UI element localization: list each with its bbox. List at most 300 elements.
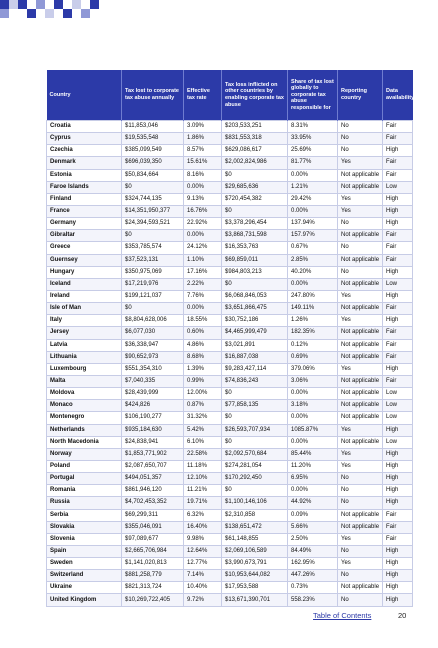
cell-availability: High xyxy=(383,424,413,436)
cell-country: France xyxy=(47,205,122,217)
cell-share: 0.00% xyxy=(288,388,338,400)
cell-share: 40.20% xyxy=(288,266,338,278)
cell-country: Estonia xyxy=(47,169,122,181)
cell-effective-rate: 19.71% xyxy=(184,497,222,509)
cell-share: 0.00% xyxy=(288,485,338,497)
cell-tax-inflicted: $0 xyxy=(222,388,288,400)
table-row xyxy=(47,497,413,509)
table-row xyxy=(47,594,413,606)
cell-share: 6.95% xyxy=(288,473,338,485)
cell-share: 379.06% xyxy=(288,363,338,375)
cell-availability: High xyxy=(383,218,413,230)
cell-reporting: Yes xyxy=(338,315,383,327)
cell-tax-inflicted: $9,283,427,114 xyxy=(222,363,288,375)
cell-effective-rate: 11.21% xyxy=(184,485,222,497)
cell-effective-rate: 18.55% xyxy=(184,315,222,327)
cell-effective-rate: 0.00% xyxy=(184,181,222,193)
cell-share: 5.66% xyxy=(288,521,338,533)
cell-country: Latvia xyxy=(47,339,122,351)
cell-tax-inflicted: $0 xyxy=(222,278,288,290)
cell-effective-rate: 4.86% xyxy=(184,339,222,351)
cell-tax-lost: $24,838,941 xyxy=(122,436,184,448)
cell-reporting: Not applicable xyxy=(338,521,383,533)
cell-availability: High xyxy=(383,290,413,302)
cell-availability: High xyxy=(383,448,413,460)
cell-reporting: Yes xyxy=(338,205,383,217)
cell-availability: Fair xyxy=(383,169,413,181)
cell-country: Spain xyxy=(47,545,122,557)
cell-tax-lost: $494,051,357 xyxy=(122,473,184,485)
cell-country: Malta xyxy=(47,375,122,387)
table-row xyxy=(47,121,413,133)
col-header-reporting-country: Reporting country xyxy=(338,70,383,121)
cell-share: 11.20% xyxy=(288,460,338,472)
cell-tax-lost: $28,439,999 xyxy=(122,388,184,400)
table-row xyxy=(47,509,413,521)
table-row xyxy=(47,266,413,278)
cell-tax-lost: $4,702,453,352 xyxy=(122,497,184,509)
table-row xyxy=(47,375,413,387)
cell-tax-inflicted: $1,100,146,106 xyxy=(222,497,288,509)
cell-country: Slovenia xyxy=(47,533,122,545)
cell-availability: Fair xyxy=(383,339,413,351)
cell-effective-rate: 15.61% xyxy=(184,157,222,169)
cell-tax-lost: $696,039,350 xyxy=(122,157,184,169)
cell-reporting: Not applicable xyxy=(338,388,383,400)
cell-share: 162.95% xyxy=(288,558,338,570)
cell-country: Greece xyxy=(47,242,122,254)
cell-tax-lost: $14,351,950,377 xyxy=(122,205,184,217)
cell-tax-inflicted: $720,454,382 xyxy=(222,193,288,205)
table-row xyxy=(47,242,413,254)
cell-reporting: Yes xyxy=(338,424,383,436)
cell-share: 0.12% xyxy=(288,339,338,351)
cell-tax-inflicted: $3,651,866,475 xyxy=(222,303,288,315)
cell-availability: Low xyxy=(383,181,413,193)
cell-availability: High xyxy=(383,582,413,594)
cell-country: Guernsey xyxy=(47,254,122,266)
cell-effective-rate: 0.00% xyxy=(184,303,222,315)
cell-country: Monaco xyxy=(47,400,122,412)
cell-country: Ukraine xyxy=(47,582,122,594)
cell-tax-lost: $90,652,973 xyxy=(122,351,184,363)
cell-tax-inflicted: $274,281,054 xyxy=(222,460,288,472)
cell-share: 247.80% xyxy=(288,290,338,302)
cell-tax-inflicted: $138,651,472 xyxy=(222,521,288,533)
cell-share: 81.77% xyxy=(288,157,338,169)
cell-availability: Fair xyxy=(383,242,413,254)
cell-availability: Low xyxy=(383,388,413,400)
cell-reporting: No xyxy=(338,133,383,145)
table-row xyxy=(47,169,413,181)
cell-reporting: Not applicable xyxy=(338,375,383,387)
cell-availability: Fair xyxy=(383,254,413,266)
table-row xyxy=(47,363,413,375)
cell-effective-rate: 8.68% xyxy=(184,351,222,363)
table-row xyxy=(47,205,413,217)
cell-country: Isle of Man xyxy=(47,303,122,315)
cell-tax-inflicted: $3,378,296,454 xyxy=(222,218,288,230)
cell-availability: Fair xyxy=(383,509,413,521)
cell-effective-rate: 7.14% xyxy=(184,570,222,582)
cell-tax-lost: $11,853,046 xyxy=(122,121,184,133)
cell-country: Croatia xyxy=(47,121,122,133)
cell-reporting: Yes xyxy=(338,448,383,460)
cell-availability: Fair xyxy=(383,327,413,339)
table-row xyxy=(47,558,413,570)
cell-share: 0.69% xyxy=(288,351,338,363)
cell-tax-lost: $106,190,277 xyxy=(122,412,184,424)
cell-availability: High xyxy=(383,145,413,157)
cell-country: Moldova xyxy=(47,388,122,400)
cell-country: Romania xyxy=(47,485,122,497)
tax-data-table xyxy=(46,70,413,607)
cell-tax-inflicted: $2,069,106,589 xyxy=(222,545,288,557)
cell-availability: High xyxy=(383,363,413,375)
cell-tax-lost: $935,184,630 xyxy=(122,424,184,436)
cell-share: 2.85% xyxy=(288,254,338,266)
cell-tax-inflicted: $17,953,588 xyxy=(222,582,288,594)
cell-country: Czechia xyxy=(47,145,122,157)
cell-effective-rate: 1.86% xyxy=(184,133,222,145)
cell-tax-inflicted: $0 xyxy=(222,485,288,497)
table-row xyxy=(47,327,413,339)
cell-availability: High xyxy=(383,205,413,217)
cell-tax-inflicted: $3,868,731,598 xyxy=(222,230,288,242)
cell-tax-lost: $551,354,310 xyxy=(122,363,184,375)
cell-reporting: Not applicable xyxy=(338,436,383,448)
cell-country: Montenegro xyxy=(47,412,122,424)
cell-reporting: No xyxy=(338,570,383,582)
cell-reporting: Not applicable xyxy=(338,400,383,412)
cell-tax-inflicted: $629,086,617 xyxy=(222,145,288,157)
cell-share: 149.11% xyxy=(288,303,338,315)
cell-effective-rate: 22.92% xyxy=(184,218,222,230)
col-header-tax-loss-inflicted: Tax loss inflicted on other countries by enabling corporate tax abuse xyxy=(222,70,288,121)
cell-reporting: Not applicable xyxy=(338,303,383,315)
table-row xyxy=(47,460,413,472)
cell-tax-inflicted: $61,148,855 xyxy=(222,533,288,545)
cell-effective-rate: 9.98% xyxy=(184,533,222,545)
cell-tax-inflicted: $4,465,999,479 xyxy=(222,327,288,339)
cell-reporting: Yes xyxy=(338,533,383,545)
cell-share: 0.73% xyxy=(288,582,338,594)
cell-share: 182.35% xyxy=(288,327,338,339)
cell-reporting: No xyxy=(338,145,383,157)
cell-share: 85.44% xyxy=(288,448,338,460)
cell-tax-lost: $8,804,628,006 xyxy=(122,315,184,327)
table-row xyxy=(47,218,413,230)
cell-share: 0.67% xyxy=(288,242,338,254)
col-header-share-of-tax-lost: Share of tax lost globally to corporate tax abuse responsible for xyxy=(288,70,338,121)
cell-tax-lost: $69,299,311 xyxy=(122,509,184,521)
cell-tax-lost: $385,099,549 xyxy=(122,145,184,157)
table-row xyxy=(47,436,413,448)
cell-reporting: Not applicable xyxy=(338,351,383,363)
cell-availability: Fair xyxy=(383,375,413,387)
cell-tax-lost: $350,975,069 xyxy=(122,266,184,278)
cell-country: Poland xyxy=(47,460,122,472)
cell-effective-rate: 9.13% xyxy=(184,193,222,205)
cell-tax-lost: $821,313,724 xyxy=(122,582,184,594)
cell-reporting: Not applicable xyxy=(338,169,383,181)
cell-availability: High xyxy=(383,485,413,497)
cell-availability: High xyxy=(383,497,413,509)
cell-reporting: Not applicable xyxy=(338,230,383,242)
cell-tax-inflicted: $3,021,891 xyxy=(222,339,288,351)
cell-tax-inflicted: $6,068,846,053 xyxy=(222,290,288,302)
cell-tax-lost: $24,394,593,521 xyxy=(122,218,184,230)
cell-tax-inflicted: $203,533,251 xyxy=(222,121,288,133)
cell-country: Cyprus xyxy=(47,133,122,145)
cell-tax-inflicted: $26,593,707,934 xyxy=(222,424,288,436)
cell-share: 8.31% xyxy=(288,121,338,133)
cell-tax-inflicted: $30,752,186 xyxy=(222,315,288,327)
cell-tax-lost: $7,040,335 xyxy=(122,375,184,387)
cell-tax-inflicted: $77,858,135 xyxy=(222,400,288,412)
cell-country: North Macedonia xyxy=(47,436,122,448)
table-row xyxy=(47,230,413,242)
cell-share: 137.94% xyxy=(288,218,338,230)
cell-effective-rate: 12.00% xyxy=(184,388,222,400)
cell-reporting: Yes xyxy=(338,290,383,302)
table-row xyxy=(47,303,413,315)
cell-availability: High xyxy=(383,570,413,582)
cell-share: 0.00% xyxy=(288,205,338,217)
table-row xyxy=(47,485,413,497)
table-body xyxy=(47,121,413,607)
cell-effective-rate: 7.76% xyxy=(184,290,222,302)
cell-tax-lost: $0 xyxy=(122,230,184,242)
cell-tax-lost: $861,946,120 xyxy=(122,485,184,497)
cell-tax-lost: $199,121,037 xyxy=(122,290,184,302)
cell-country: Jersey xyxy=(47,327,122,339)
cell-tax-lost: $2,087,650,707 xyxy=(122,460,184,472)
cell-effective-rate: 3.09% xyxy=(184,121,222,133)
cell-tax-inflicted: $13,671,390,701 xyxy=(222,594,288,606)
cell-tax-inflicted: $10,953,644,082 xyxy=(222,570,288,582)
table-row xyxy=(47,388,413,400)
cell-reporting: No xyxy=(338,218,383,230)
cell-country: Finland xyxy=(47,193,122,205)
cell-share: 447.26% xyxy=(288,570,338,582)
cell-tax-lost: $353,785,574 xyxy=(122,242,184,254)
cell-tax-inflicted: $984,803,213 xyxy=(222,266,288,278)
cell-tax-lost: $10,269,722,405 xyxy=(122,594,184,606)
cell-tax-inflicted: $2,310,858 xyxy=(222,509,288,521)
cell-effective-rate: 9.72% xyxy=(184,594,222,606)
cell-share: 1.21% xyxy=(288,181,338,193)
cell-effective-rate: 16.40% xyxy=(184,521,222,533)
cell-availability: Low xyxy=(383,436,413,448)
col-header-effective-tax-rate: Effective tax rate xyxy=(184,70,222,121)
table-row xyxy=(47,145,413,157)
cell-share: 1085.87% xyxy=(288,424,338,436)
cell-effective-rate: 2.22% xyxy=(184,278,222,290)
cell-share: 0.00% xyxy=(288,169,338,181)
col-header-tax-lost: Tax lost to corporate tax abuse annually xyxy=(122,70,184,121)
cell-availability: Low xyxy=(383,412,413,424)
table-row xyxy=(47,315,413,327)
cell-share: 157.97% xyxy=(288,230,338,242)
cell-reporting: Not applicable xyxy=(338,339,383,351)
cell-tax-lost: $1,853,771,902 xyxy=(122,448,184,460)
cell-reporting: No xyxy=(338,242,383,254)
cell-reporting: No xyxy=(338,266,383,278)
cell-country: Luxembourg xyxy=(47,363,122,375)
cell-share: 84.49% xyxy=(288,545,338,557)
cell-availability: High xyxy=(383,315,413,327)
page-number: 20 xyxy=(398,611,407,620)
cell-effective-rate: 24.12% xyxy=(184,242,222,254)
cell-effective-rate: 8.57% xyxy=(184,145,222,157)
table-row xyxy=(47,133,413,145)
cell-country: Netherlands xyxy=(47,424,122,436)
cell-share: 0.00% xyxy=(288,436,338,448)
table-row xyxy=(47,570,413,582)
cell-availability: Fair xyxy=(383,133,413,145)
cell-country: Denmark xyxy=(47,157,122,169)
cell-effective-rate: 11.18% xyxy=(184,460,222,472)
cell-tax-lost: $324,744,135 xyxy=(122,193,184,205)
cell-country: Hungary xyxy=(47,266,122,278)
cell-effective-rate: 16.76% xyxy=(184,205,222,217)
cell-tax-lost: $36,338,947 xyxy=(122,339,184,351)
cell-tax-lost: $881,258,779 xyxy=(122,570,184,582)
cell-effective-rate: 8.16% xyxy=(184,169,222,181)
cell-effective-rate: 12.77% xyxy=(184,558,222,570)
cell-tax-lost: $6,077,030 xyxy=(122,327,184,339)
cell-country: Faroe Islands xyxy=(47,181,122,193)
cell-availability: Fair xyxy=(383,121,413,133)
cell-availability: Fair xyxy=(383,521,413,533)
table-row xyxy=(47,339,413,351)
cell-tax-lost: $2,665,706,984 xyxy=(122,545,184,557)
cell-share: 0.00% xyxy=(288,412,338,424)
cell-effective-rate: 12.64% xyxy=(184,545,222,557)
cell-availability: High xyxy=(383,266,413,278)
cell-reporting: Yes xyxy=(338,193,383,205)
cell-tax-lost: $50,834,664 xyxy=(122,169,184,181)
cell-effective-rate: 1.39% xyxy=(184,363,222,375)
cell-tax-inflicted: $3,990,673,791 xyxy=(222,558,288,570)
cell-effective-rate: 6.10% xyxy=(184,436,222,448)
cell-reporting: Yes xyxy=(338,460,383,472)
table-row xyxy=(47,181,413,193)
cell-share: 558.23% xyxy=(288,594,338,606)
cell-effective-rate: 17.16% xyxy=(184,266,222,278)
cell-reporting: No xyxy=(338,121,383,133)
cell-effective-rate: 0.60% xyxy=(184,327,222,339)
table-row xyxy=(47,351,413,363)
cell-reporting: No xyxy=(338,485,383,497)
cell-tax-lost: $0 xyxy=(122,181,184,193)
cell-tax-inflicted: $831,553,318 xyxy=(222,133,288,145)
cell-effective-rate: 0.99% xyxy=(184,375,222,387)
col-header-data-availability: Data availability xyxy=(383,70,413,121)
cell-country: Lithuania xyxy=(47,351,122,363)
cell-reporting: No xyxy=(338,594,383,606)
cell-country: United Kingdom xyxy=(47,594,122,606)
cell-country: Switzerland xyxy=(47,570,122,582)
cell-tax-inflicted: $16,887,038 xyxy=(222,351,288,363)
cell-effective-rate: 1.10% xyxy=(184,254,222,266)
cell-tax-inflicted: $170,292,450 xyxy=(222,473,288,485)
cell-share: 0.09% xyxy=(288,509,338,521)
cell-tax-lost: $97,089,677 xyxy=(122,533,184,545)
cell-tax-inflicted: $74,836,243 xyxy=(222,375,288,387)
cell-share: 25.69% xyxy=(288,145,338,157)
cell-availability: Low xyxy=(383,400,413,412)
col-header-country: Country xyxy=(47,70,122,121)
cell-country: Italy xyxy=(47,315,122,327)
cell-share: 33.95% xyxy=(288,133,338,145)
table-header-row xyxy=(47,70,413,121)
cell-availability: High xyxy=(383,473,413,485)
table-row xyxy=(47,582,413,594)
table-row xyxy=(47,545,413,557)
cell-availability: High xyxy=(383,594,413,606)
table-of-contents-link[interactable]: Table of Contents xyxy=(313,611,372,620)
cell-tax-lost: $37,523,131 xyxy=(122,254,184,266)
cell-effective-rate: 0.00% xyxy=(184,230,222,242)
cell-country: Portugal xyxy=(47,473,122,485)
cell-effective-rate: 22.58% xyxy=(184,448,222,460)
cell-reporting: Not applicable xyxy=(338,327,383,339)
table-row xyxy=(47,412,413,424)
cell-country: Ireland xyxy=(47,290,122,302)
cell-country: Iceland xyxy=(47,278,122,290)
cell-reporting: No xyxy=(338,497,383,509)
cell-tax-inflicted: $69,859,011 xyxy=(222,254,288,266)
cell-effective-rate: 10.40% xyxy=(184,582,222,594)
cell-tax-lost: $424,826 xyxy=(122,400,184,412)
cell-reporting: Yes xyxy=(338,157,383,169)
cell-tax-inflicted: $0 xyxy=(222,412,288,424)
cell-tax-inflicted: $2,002,824,986 xyxy=(222,157,288,169)
cell-reporting: Not applicable xyxy=(338,254,383,266)
cell-share: 2.50% xyxy=(288,533,338,545)
table-row xyxy=(47,473,413,485)
table-row xyxy=(47,193,413,205)
cell-reporting: Yes xyxy=(338,363,383,375)
cell-country: Russia xyxy=(47,497,122,509)
cell-effective-rate: 12.10% xyxy=(184,473,222,485)
cell-tax-lost: $19,535,548 xyxy=(122,133,184,145)
cell-share: 3.06% xyxy=(288,375,338,387)
cell-availability: Fair xyxy=(383,303,413,315)
cell-availability: Fair xyxy=(383,351,413,363)
cell-share: 1.26% xyxy=(288,315,338,327)
cell-country: Norway xyxy=(47,448,122,460)
table-row xyxy=(47,278,413,290)
cell-effective-rate: 0.87% xyxy=(184,400,222,412)
cell-reporting: Not applicable xyxy=(338,412,383,424)
cell-share: 29.42% xyxy=(288,193,338,205)
cell-availability: Low xyxy=(383,278,413,290)
cell-share: 0.00% xyxy=(288,278,338,290)
cell-reporting: Not applicable xyxy=(338,509,383,521)
cell-availability: High xyxy=(383,193,413,205)
cell-availability: Fair xyxy=(383,230,413,242)
cell-country: Serbia xyxy=(47,509,122,521)
cell-availability: Fair xyxy=(383,157,413,169)
cell-country: Germany xyxy=(47,218,122,230)
cell-country: Sweden xyxy=(47,558,122,570)
cell-effective-rate: 31.32% xyxy=(184,412,222,424)
cell-country: Gibraltar xyxy=(47,230,122,242)
cell-share: 3.18% xyxy=(288,400,338,412)
